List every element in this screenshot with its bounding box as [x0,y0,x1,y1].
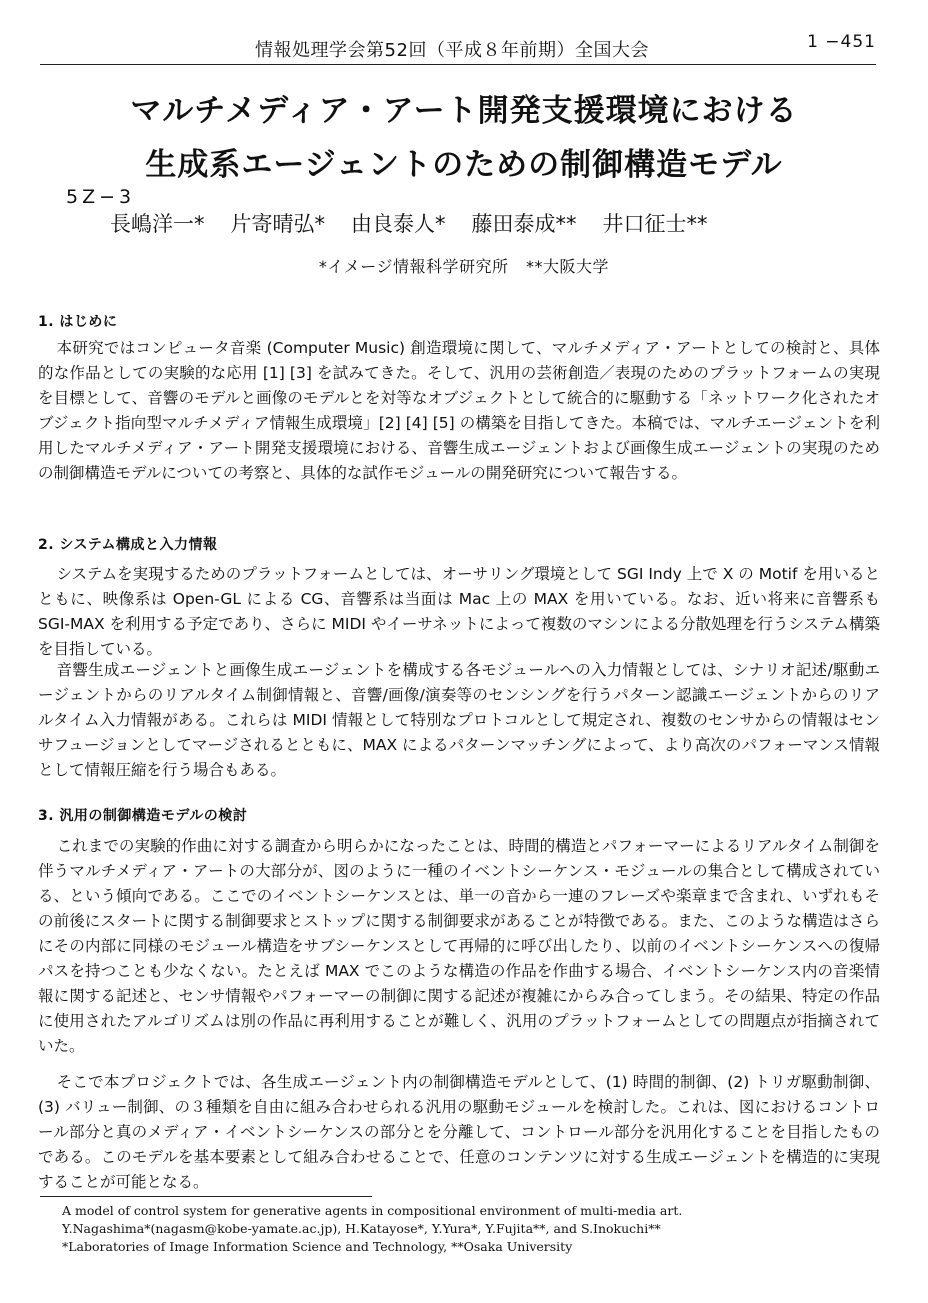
author-list [110,208,830,238]
paper-id: 5Z−3 [66,186,136,208]
header-rule [40,64,876,65]
footnote-rule [40,1196,372,1197]
author: 藤田泰成** [471,212,577,236]
section-heading: 3. 汎用の制御構造モデルの検討 [38,808,248,824]
paragraph: そこで本プロジェクトでは、各生成エージェント内の制御構造モデルとして、(1) 時間的制御、(2) トリガ駆動制御、(3) バリュー制御、の３種類を自由に組み合わせられる汎用の駆動モジュールを検討した。これは、図におけるコントロール部分と真のメディア・イベントシーケンスの部分とを分離して、コントロール部分を汎用化することを目指したものである。このモデルを基本要素として組み合わせることで、任意のコンテンツに対する生成エージェントを構造的に実現することが可能となる。 [38,1073,880,1191]
author: 井口征士** [602,212,708,236]
paragraph: これまでの実験的作曲に対する調査から明らかになったことは、時間的構造とパフォーマーによるリアルタイム制御を伴うマルチメディア・アートの大部分が、図のように一種のイベントシーケンス・モジュールの集合として構成されている、という傾向である。ここでのイベントシーケンスとは、単一の音から一連のフレーズや楽章まで含まれ、いずれもその前後にスタートに関する制御要求とストップに関する制御要求があることが特徴である。また、このような構造はさらにその内部に同様のモジュール構造をサブシーケンスとして再帰的に呼び出したり、以前のイベントシーケンスへの復帰パスを持つことも少なくない。たとえば MAX でこのような構造の作品を作曲する場合、イベントシーケンス内の音楽情報に関する記述と、センサ情報やパフォーマーの制御に関する記述が複雑にからみ合ってしまう。その結果、特定の作品に使用されたアルゴリズムは別の作品に再利用することが難しく、汎用のプラットフォームとしての問題点が指摘されていた。 [38,837,880,1055]
conference-name: 情報処理学会第52回（平成８年前期）全国大会 [255,40,649,61]
paragraph: 音響生成エージェントと画像生成エージェントを構成する各モジュールへの入力情報としては、シナリオ記述/駆動エージェントからのリアルタイム制御情報と、音響/画像/演奏等のセンシングを行うパターン認識エージェントからのリアルタイム入力情報がある。これらは MIDI 情報として特別なプロトコルとして規定され、複数のセンサからの情報はセンサフュージョンとしてマージされるとともに、MAX によるパターンマッチングによって、より高次のパフォーマンス情報として情報圧縮を行う場合もある。 [38,661,880,779]
paragraph: 本研究ではコンピュータ音楽 (Computer Music) 創造環境に関して、マルチメディア・アートとしての検討と、具体的な作品としての実験的な応用 [1] [3] を試みてきた。そして、汎用の芸術創造／表現のためのプラットフォームの実現を目標として、音響のモデルと画像のモデルとを対等なオブジェクトとして統合的に駆動する「ネットワーク化されたオブジェクト指向型マルチメディア情報生成環境」[2] [4] [5] の構築を目指してきた。本稿では、マルチエージェントを利用したマルチメディア・アート開発支援環境における、音響生成エージェントおよび画像生成エージェントの実現のための制御構造モデルについての考察と、具体的な試作モジュールの開発研究について報告する。 [38,339,880,482]
affiliation: *イメージ情報科学研究所 [318,257,509,276]
affiliation: **大阪大学 [526,257,610,276]
footnote-affiliations: *Laboratories of Image Information Science and Technology, **Osaka University [62,1239,573,1254]
affiliations [0,254,928,277]
footnote-english-title: A model of control system for generative agents in compositional environment of multi-media art. [62,1203,683,1218]
page-number: 1 −451 [807,32,876,52]
paper-title-line-1: マルチメディア・アート開発支援環境における [130,93,798,129]
section-heading: 1. はじめに [38,314,118,330]
author: 長嶋洋一* [110,212,205,236]
author: 由良泰人* [351,212,446,236]
section-heading: 2. システム構成と入力情報 [38,537,218,553]
paragraph: システムを実現するためのプラットフォームとしては、オーサリング環境として SGI Indy 上で X の Motif を用いるとともに、映像系は Open-GL による CG、音響系は当面は Mac 上の MAX を用いている。なお、近い将来に音響系も SGI-MAX を利用する予定であり、さらに MIDI やイーサネットによって複数のマシンによる分散処理を行うシステム構築を目指している。 [38,565,880,658]
author: 片寄晴弘* [230,212,325,236]
footnote-authors: Y.Nagashima*(nagasm@kobe-yamate.ac.jp), H.Katayose*, Y.Yura*, Y.Fujita**, and S.Inokuchi** [62,1221,661,1236]
paper-title-line-2: 生成系エージェントのための制御構造モデル [145,147,783,183]
